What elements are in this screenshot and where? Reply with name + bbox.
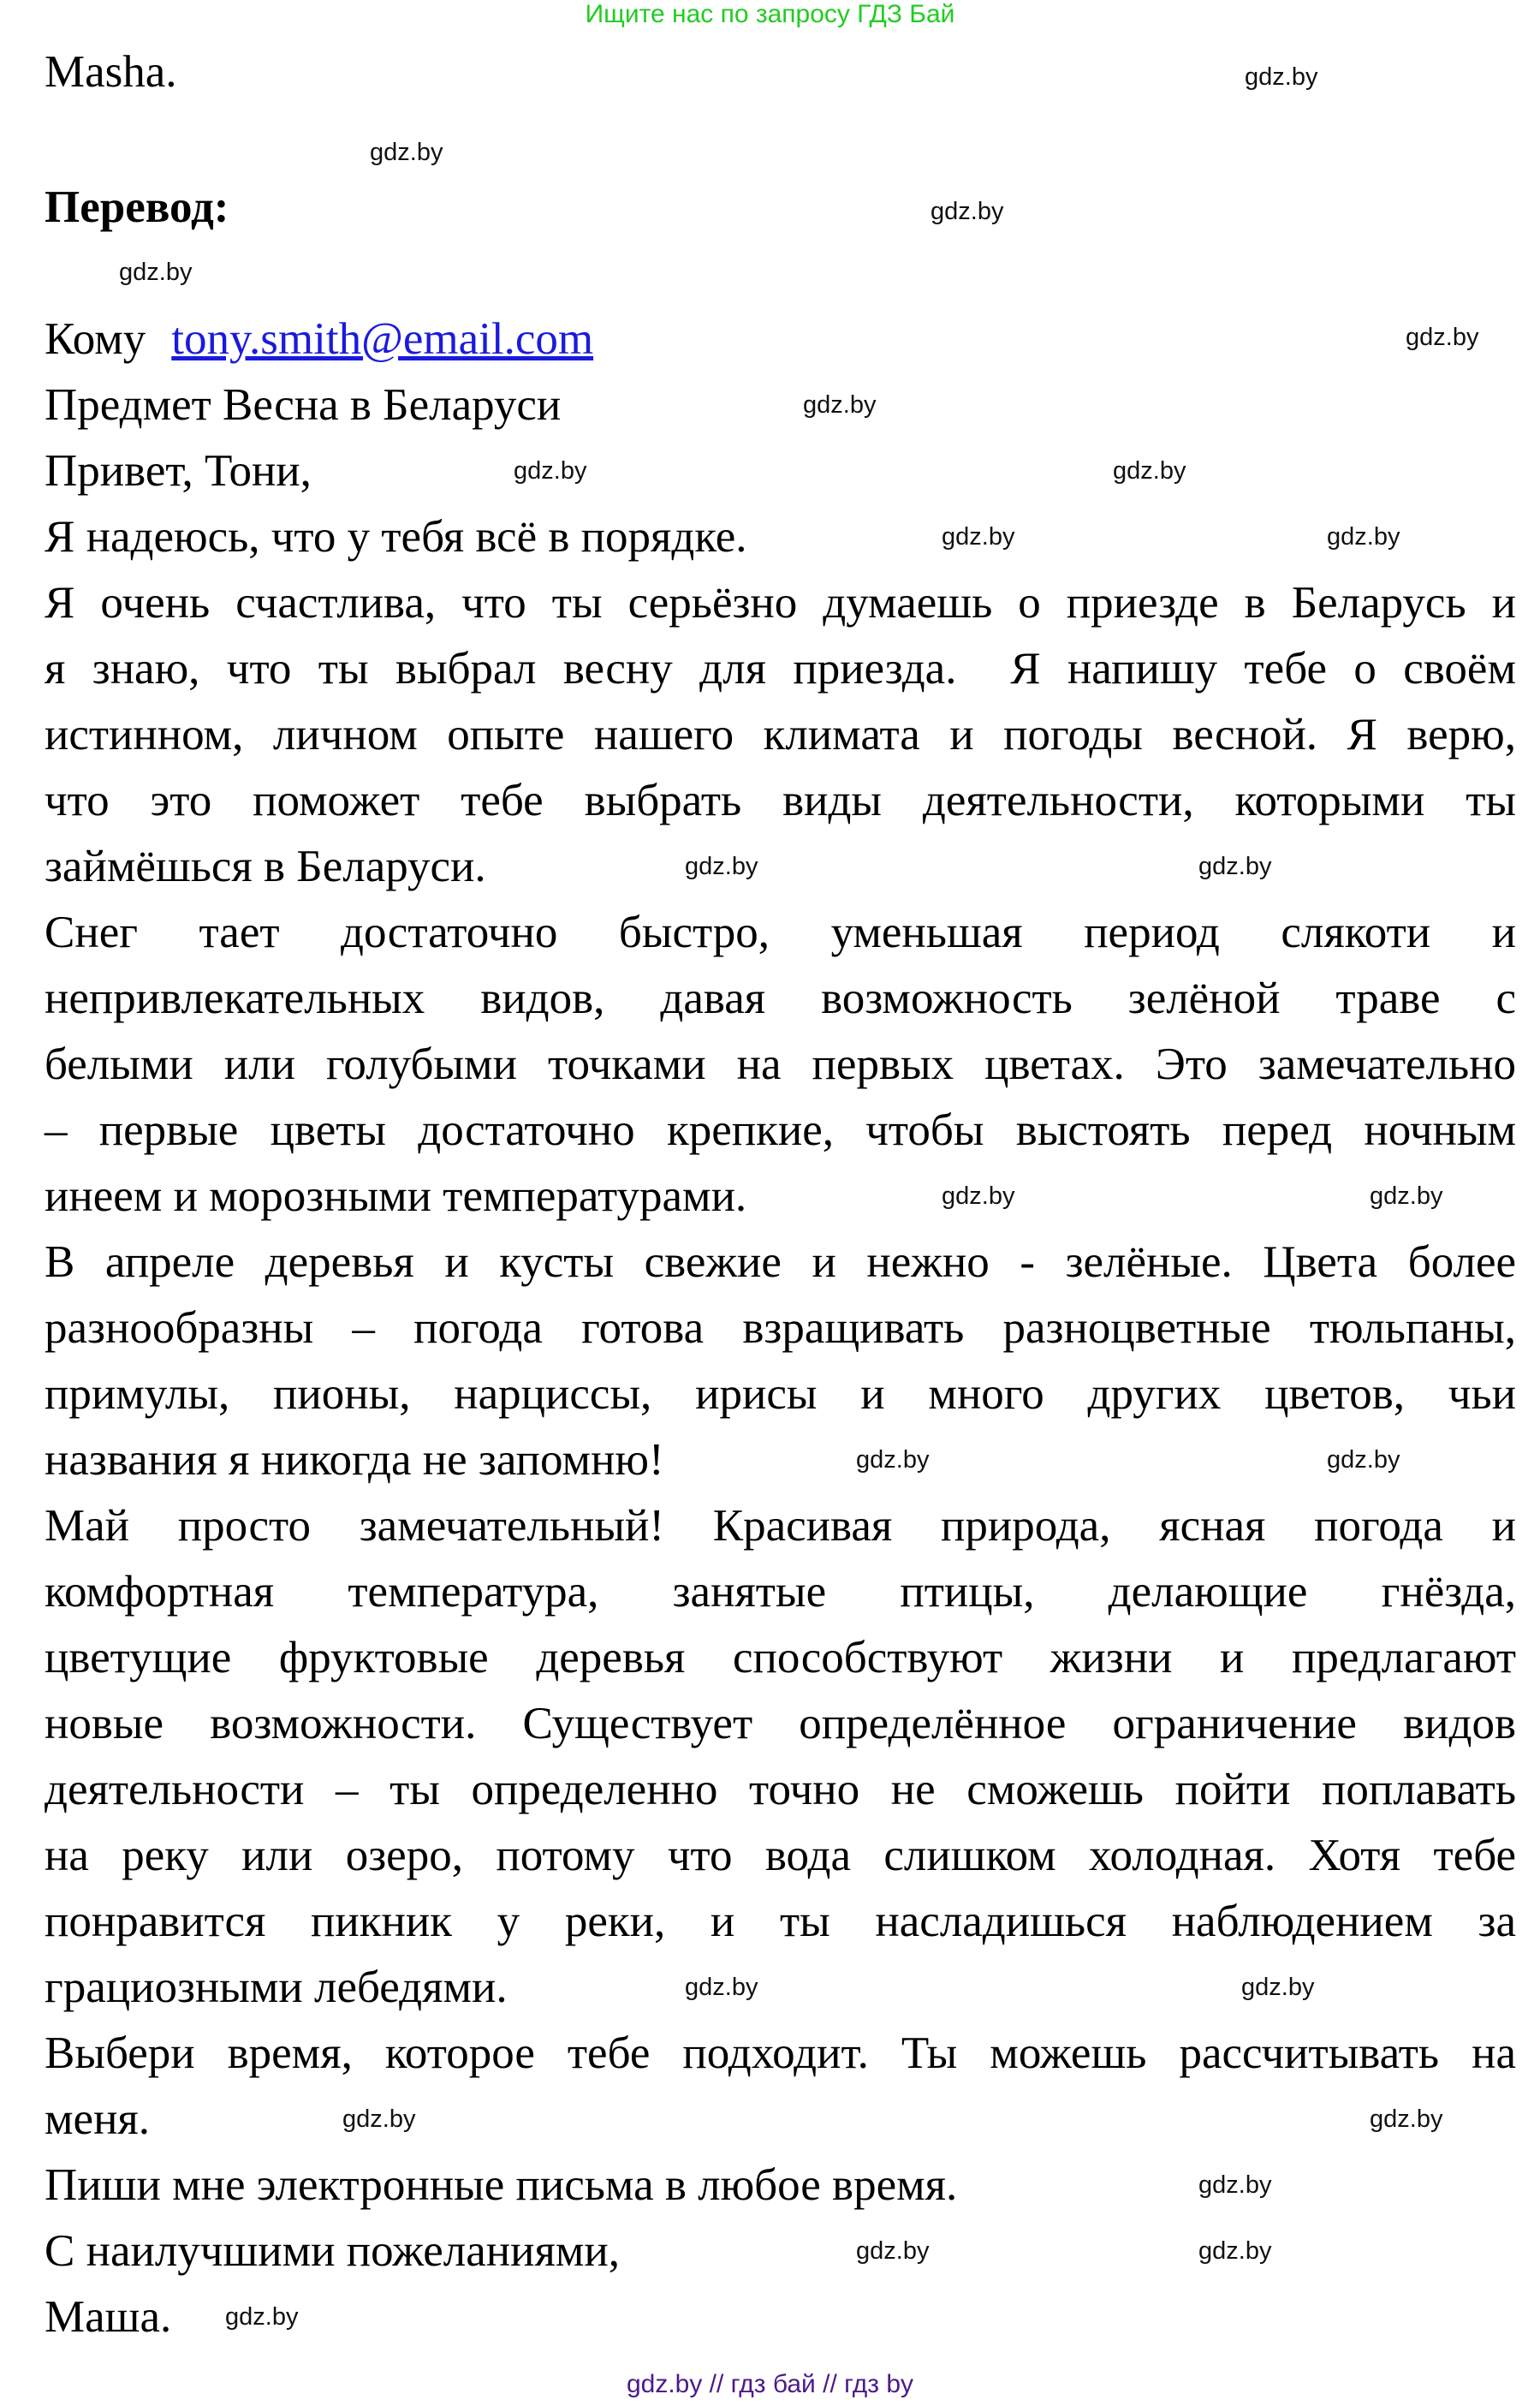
- letter-line: [45, 1361, 1516, 1427]
- watermark: gdz.by: [514, 457, 587, 485]
- translation-heading: Перевод:: [45, 182, 229, 232]
- letter-line-text: Снег тает достаточно быстро, уменьшая период слякоти и: [45, 908, 1516, 957]
- watermark: gdz.by: [370, 139, 443, 166]
- letter-line: [45, 1823, 1516, 1889]
- letter-line: [45, 2153, 1516, 2218]
- watermark: gdz.by: [942, 1182, 1015, 1210]
- letter-line-text: истинном, личном опыте нашего климата и погоды весной. Я верю,: [45, 710, 1516, 759]
- watermark: gdz.by: [1245, 63, 1318, 91]
- letter-line: [45, 900, 1516, 966]
- letter-line: [45, 1625, 1516, 1691]
- letter-line-text: деятельности – ты определенно точно не сможешь пойти поплавать: [45, 1765, 1516, 1814]
- letter-line: [45, 2087, 1516, 2153]
- letter-line-text: меня.: [45, 2094, 151, 2144]
- letter-line: [45, 1559, 1516, 1625]
- watermark: gdz.by: [1406, 324, 1479, 351]
- letter-line-text: Выбери время, которое тебе подходит. Ты можешь рассчитывать на: [45, 2028, 1516, 2078]
- watermark: gdz.by: [225, 2303, 299, 2331]
- watermark: gdz.by: [1370, 2105, 1443, 2133]
- letter-line: [45, 768, 1516, 834]
- footer-links: gdz.by // гдз бай // гдз by: [626, 2370, 914, 2398]
- letter-line-text: С наилучшими пожеланиями,: [45, 2226, 620, 2276]
- email-to-line: [45, 307, 1516, 372]
- watermark: gdz.by: [1198, 853, 1272, 880]
- letter-line-text: Я очень счастлива, что ты серьёзно думаешь о приезде в Беларусь и: [45, 578, 1516, 628]
- letter-line-text: я знаю, что ты выбрал весну для приезда. Я напишу тебе о своём: [45, 644, 1516, 694]
- letter-line-text: комфортная температура, занятые птицы, делающие гнёзда,: [45, 1567, 1516, 1617]
- watermark: gdz.by: [1241, 1974, 1315, 2001]
- letter-line: [45, 504, 1516, 570]
- letter-line: [45, 1889, 1516, 1955]
- letter-line: [45, 2218, 1516, 2284]
- letter-line: [45, 834, 1516, 900]
- signoff-english: Masha.: [45, 47, 177, 97]
- letter-line: [45, 1493, 1516, 1559]
- letter-line: [45, 1098, 1516, 1164]
- watermark: gdz.by: [856, 2237, 930, 2265]
- letter-line-text: что это поможет тебе выбрать виды деятельности, которыми ты: [45, 776, 1516, 825]
- letter-line-text: инеем и морозными температурами.: [45, 1171, 747, 1221]
- watermark: gdz.by: [342, 2105, 416, 2133]
- top-banner: Ищите нас по запросу ГДЗ Бай: [585, 0, 955, 28]
- letter-line-text: белыми или голубыми точками на первых цветах. Это замечательно: [45, 1039, 1516, 1089]
- watermark: gdz.by: [1113, 457, 1186, 485]
- letter-line-text: понравится пикник у реки, и ты насладишься наблюдением за: [45, 1897, 1516, 1946]
- letter-line: [45, 438, 1516, 504]
- letter-line-text: – первые цветы достаточно крепкие, чтобы выстоять перед ночным: [45, 1105, 1516, 1155]
- letter-line: [45, 372, 1516, 438]
- watermark: gdz.by: [1370, 1182, 1443, 1210]
- letter-line-text: новые возможности. Существует определённое ограничение видов: [45, 1699, 1516, 1748]
- letter-line: [45, 1032, 1516, 1098]
- to-label: Кому: [45, 314, 146, 364]
- letter-line-text: В апреле деревья и кусты свежие и нежно - зелёные. Цвета более: [45, 1237, 1516, 1287]
- letter-line-text: примулы, пионы, нарциссы, ирисы и много других цветов, чьи: [45, 1369, 1516, 1419]
- letter-line-text: Маша.: [45, 2292, 172, 2342]
- letter-line: [45, 1295, 1516, 1361]
- letter-line-text: Я надеюсь, что у тебя всё в порядке.: [45, 512, 747, 562]
- letter-line: [45, 966, 1516, 1032]
- letter-line: [45, 570, 1516, 636]
- letter-line-text: займёшься в Беларуси.: [45, 842, 486, 891]
- letter-line-text: на реку или озеро, потому что вода слишком холодная. Хотя тебе: [45, 1831, 1516, 1880]
- letter-line-text: непривлекательных видов, давая возможность зелёной траве с: [45, 974, 1516, 1023]
- letter-line-text: Пиши мне электронные письма в любое время.: [45, 2160, 958, 2210]
- watermark: gdz.by: [1198, 2171, 1272, 2199]
- watermark: gdz.by: [685, 853, 758, 880]
- letter-line-text: разнообразны – погода готова взращивать разноцветные тюльпаны,: [45, 1303, 1516, 1353]
- letter-line: [45, 1691, 1516, 1757]
- letter-line-text: Привет, Тони,: [45, 446, 312, 496]
- watermark: gdz.by: [119, 259, 193, 286]
- watermark: gdz.by: [942, 523, 1015, 551]
- watermark: gdz.by: [803, 391, 877, 419]
- letter-line: [45, 1757, 1516, 1823]
- letter-line: [45, 636, 1516, 702]
- watermark: gdz.by: [931, 198, 1004, 225]
- letter-line-text: Предмет Весна в Беларуси: [45, 380, 562, 430]
- letter-line: [45, 1427, 1516, 1493]
- watermark: gdz.by: [1198, 2237, 1272, 2265]
- letter-line-text: названия я никогда не запомню!: [45, 1435, 664, 1485]
- watermark: gdz.by: [1327, 523, 1400, 551]
- letter-line-text: грациозными лебедями.: [45, 1962, 508, 2012]
- watermark: gdz.by: [685, 1974, 758, 2001]
- letter-line: [45, 1230, 1516, 1295]
- letter-line: [45, 702, 1516, 768]
- letter-line: [45, 1164, 1516, 1230]
- watermark: gdz.by: [856, 1446, 930, 1474]
- letter-line-text: цветущие фруктовые деревья способствуют жизни и предлагают: [45, 1633, 1516, 1682]
- letter-line-text: Май просто замечательный! Красивая природа, ясная погода и: [45, 1501, 1516, 1551]
- letter-line: [45, 2021, 1516, 2087]
- watermark: gdz.by: [1327, 1446, 1400, 1474]
- email-address-link[interactable]: tony.smith@email.com: [171, 314, 594, 364]
